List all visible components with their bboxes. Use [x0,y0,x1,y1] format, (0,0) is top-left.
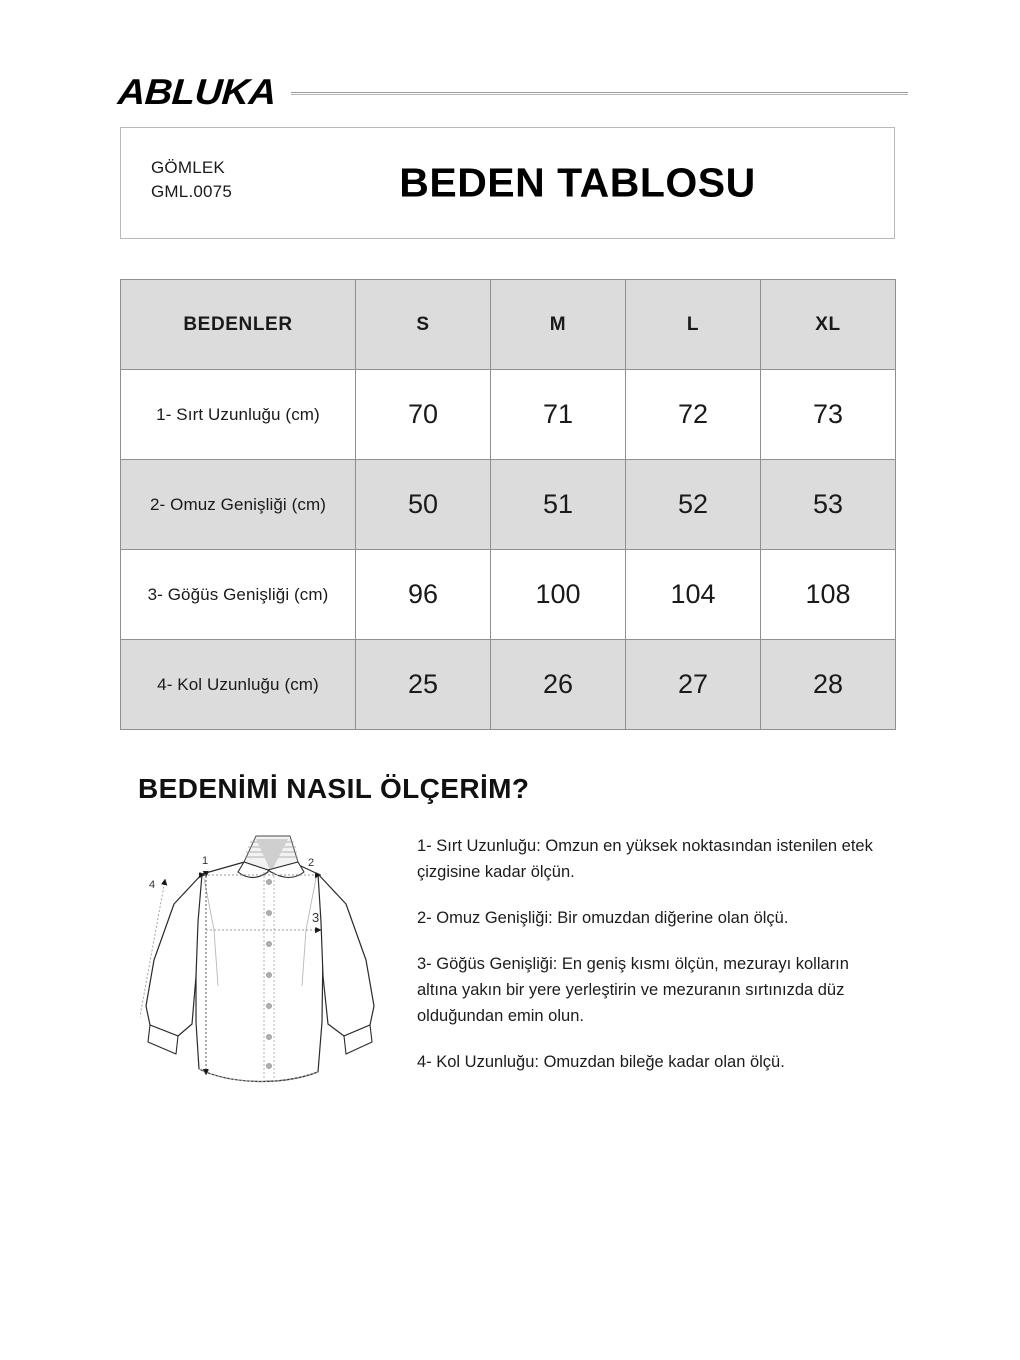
cell-back-length-s: 70 [356,370,491,460]
cell-sleeve-length-s: 25 [356,640,491,730]
table-row [121,550,896,640]
how-to-measure-heading: BEDENİMİ NASIL ÖLÇERİM? [138,773,530,804]
instruction-1-back-length: 1- Sırt Uzunluğu: Omzun en yüksek noktasından istenilen etek çizgisine kadar ölçün. [417,837,873,882]
cell-chest-width-l: 104 [626,550,761,640]
cell-shoulder-width-m: 51 [491,460,626,550]
callout-4: 4 [149,879,156,891]
column-header-sizes: BEDENLER [121,280,356,370]
shirt-left-sleeve [146,874,202,1036]
size-table-container [120,279,895,730]
column-header-xl: XL [761,280,896,370]
cell-sleeve-length-l: 27 [626,640,761,730]
cell-chest-width-m: 100 [491,550,626,640]
table-row [121,640,896,730]
callout-1: 1 [202,855,209,867]
cell-sleeve-length-xl: 28 [761,640,896,730]
table-header-row [121,280,896,370]
abluka-logo: ABLUKA [116,71,278,112]
shirt-diagram [140,826,402,1114]
instruction-3-chest-width: 3- Göğüs Genişliği: En geniş kısmı ölçün, mezurayı kolların altına yakın bir yere yerleştirin ve mezuranın sırtınızda düz olduğundan emin olun. [417,955,849,1026]
column-header-m: M [491,280,626,370]
table-row [121,460,896,550]
shirt-body [196,861,323,1081]
product-category: GÖMLEK [151,158,225,177]
instruction-4-sleeve-length: 4- Kol Uzunluğu: Omuzdan bileğe kadar olan ölçü. [417,1053,785,1072]
cell-back-length-xl: 73 [761,370,896,460]
callout-2: 2 [308,857,315,869]
shirt-right-sleeve [318,874,374,1036]
cell-back-length-l: 72 [626,370,761,460]
cell-chest-width-xl: 108 [761,550,896,640]
row-label-back-length: 1- Sırt Uzunluğu (cm) [121,370,356,460]
row-label-sleeve-length: 4- Kol Uzunluğu (cm) [121,640,356,730]
cell-back-length-m: 71 [491,370,626,460]
column-header-l: L [626,280,761,370]
table-row [121,370,896,460]
header-divider-rule [291,92,908,95]
shirt-illustration-svg [140,826,402,1114]
cell-shoulder-width-l: 52 [626,460,761,550]
cell-shoulder-width-xl: 53 [761,460,896,550]
title-box [120,127,895,239]
brand-header [118,72,908,112]
cell-chest-width-s: 96 [356,550,491,640]
instruction-2-shoulder-width: 2- Omuz Genişliği: Bir omuzdan diğerine olan ölçü. [417,909,789,928]
product-code: GML.0075 [151,182,232,202]
row-label-chest-width: 3- Göğüs Genişliği (cm) [121,550,356,640]
row-label-shoulder-width: 2- Omuz Genişliği (cm) [121,460,356,550]
cell-shoulder-width-s: 50 [356,460,491,550]
page-title: BEDEN TABLOSU [399,159,756,206]
size-table [120,279,896,730]
column-header-s: S [356,280,491,370]
measurement-instructions [417,833,887,1075]
cell-sleeve-length-m: 26 [491,640,626,730]
callout-3: 3 [312,910,320,925]
